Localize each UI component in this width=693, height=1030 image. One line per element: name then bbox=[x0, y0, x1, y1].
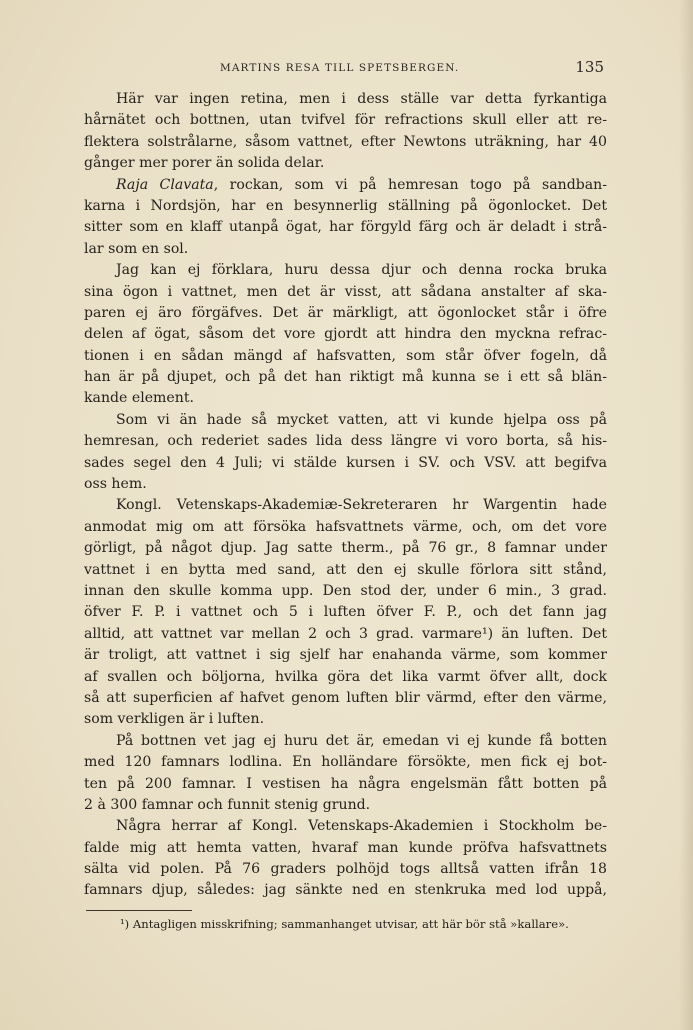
text-line: lar som en sol. bbox=[84, 240, 189, 257]
text-line: sälta vid polen. På 76 graders polhöjd togs alltså vatten ifrån 18 bbox=[84, 861, 607, 878]
footnote: ¹) Antagligen misskrifning; sammanhanget utvisar, att här bör stå »kallare». bbox=[120, 917, 569, 931]
text-line: hårnätet och bottnen, utan tvifvel för refractions skull eller att re- bbox=[84, 112, 607, 129]
text-line: På bottnen vet jag ej huru det är, emedan vi ej kunde få botten bbox=[116, 732, 607, 749]
text-line: sitter som en klaff utanpå ögat, har förgyld färg och är deladt i strå- bbox=[84, 219, 607, 236]
running-title: MARTINS RESA TILL SPETSBERGEN. bbox=[220, 62, 460, 74]
text-line: öfver F. P. i vattnet och 5 i luften öfver F. P., och det fann jag bbox=[84, 604, 607, 621]
text-line: med 120 famnars lodlina. En holländare försökte, men fick ej bot- bbox=[84, 754, 607, 771]
text-line: hemresan, och rederiet sades lida dess längre vi voro borta, så his- bbox=[84, 433, 607, 450]
text-line: innan den skulle komma upp. Den stod der, under 6 min., 3 grad. bbox=[84, 582, 607, 599]
text-line: alltid, att vattnet var mellan 2 och 3 grad. varmare¹) än luften. Det bbox=[84, 625, 607, 642]
text-line: delen af ögat, såsom det vore gjordt att hindra den myckna refrac- bbox=[84, 326, 607, 343]
text-line: famnars djup, således: jag sänkte ned en stenkruka med lod uppå, bbox=[84, 882, 607, 899]
text-line: kande element. bbox=[84, 390, 194, 407]
page-number: 135 bbox=[575, 58, 604, 76]
text-line: karna i Nordsjön, har en besynnerlig ställning på ögonlocket. Det bbox=[84, 197, 607, 214]
text-line: tionen i en sådan mängd af hafsvatten, som står öfver fogeln, då bbox=[84, 347, 607, 364]
taxon-name: Raja Clavata bbox=[116, 176, 214, 193]
text-line: som verkligen är i luften. bbox=[84, 711, 265, 728]
text-line: paren ej äro förgäfves. Det är märkligt, att ögonlocket står i öfre bbox=[84, 304, 607, 321]
text-line: gånger mer porer än solida delar. bbox=[84, 155, 325, 172]
text-line: oss hem. bbox=[84, 476, 147, 493]
text-line: Som vi än hade så mycket vatten, att vi kunde hjelpa oss på bbox=[116, 411, 607, 428]
text-line: Jag kan ej förklara, huru dessa djur och denna rocka bruka bbox=[116, 262, 607, 279]
body-text bbox=[84, 89, 607, 902]
text-line: sina ögon i vattnet, men det är visst, att sådana anstalter af ska- bbox=[84, 283, 607, 300]
text-line: ten på 200 famnar. I vestisen ha några engelsmän fått botten på bbox=[84, 775, 607, 792]
text-line: så att superficien af hafvet genom luften blir värmd, efter den värme, bbox=[84, 689, 607, 706]
page-header bbox=[108, 58, 606, 80]
text-line: sades segel den 4 Juli; vi stälde kursen i SV. och VSV. att begifva bbox=[84, 454, 607, 471]
text-line: anmodat mig om att försöka hafsvattnets värme, och, om det vore bbox=[84, 518, 607, 535]
text-line: falde mig att hemta vatten, hvaraf man kunde pröfva hafsvattnets bbox=[84, 839, 607, 856]
text-line: Några herrar af Kongl. Vetenskaps-Akademien i Stockholm be- bbox=[116, 818, 607, 835]
footnote-divider bbox=[86, 910, 192, 911]
text-line: Raja Clavata, rockan, som vi på hemresan togo på sandban- bbox=[116, 176, 607, 193]
text-line: görligt, på något djup. Jag satte therm., på 76 gr., 8 famnar under bbox=[84, 540, 607, 557]
text-line: af svallen och böljorna, hvilka göra det lika varmt öfver allt, dock bbox=[84, 668, 607, 685]
text-line: Här var ingen retina, men i dess ställe var detta fyrkantiga bbox=[116, 91, 607, 107]
text-line: flektera solstrålarne, såsom vattnet, efter Newtons uträkning, har 40 bbox=[84, 133, 607, 150]
text-line: är troligt, att vattnet i sig sjelf har enahanda värme, som kommer bbox=[84, 647, 607, 664]
text-line: han är på djupet, och på det han riktigt må kunna se i ett så blän- bbox=[84, 369, 607, 386]
text-line: vattnet i en bytta med sand, att den ej skulle förlora sitt stånd, bbox=[84, 561, 607, 578]
text-line: Kongl. Vetenskaps-Akademiæ-Sekreteraren hr Wargentin hade bbox=[116, 497, 607, 514]
text-line: 2 à 300 famnar och funnit stenig grund. bbox=[84, 796, 371, 813]
